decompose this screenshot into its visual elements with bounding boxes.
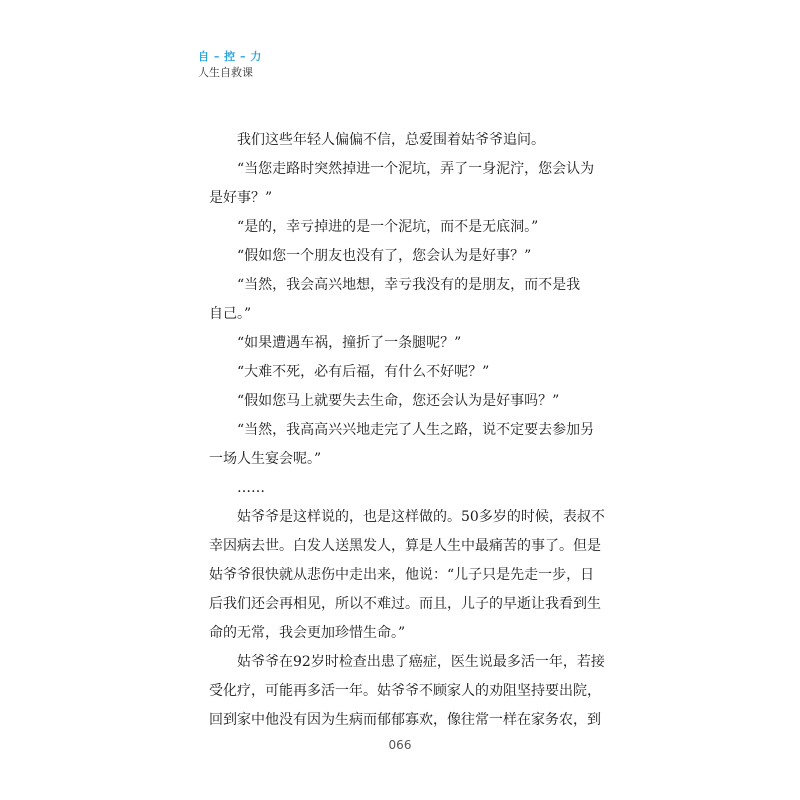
text-line: 受化疗，可能再多活一年。姑爷爷不顾家人的劝阻坚持要出院， [209,683,601,699]
paragraph [209,358,583,387]
book-series-title: 自 – 控 – 力 [198,50,262,63]
text-line: “是的，幸亏掉进的是一个泥坑，而不是无底洞。” [237,219,539,235]
paragraph [209,329,583,358]
paragraph [209,271,583,329]
text-line: “如果遭遇车祸，撞折了一条腿呢？” [237,335,462,351]
text-line: 姑爷爷在92岁时检查出患了癌症，医生说最多活一年，若接 [237,654,605,670]
paragraph [209,126,583,155]
text-line: …… [237,480,265,496]
paragraph [209,503,605,648]
paragraph [209,213,583,242]
text-line: 后我们还会再相见，所以不难过。而且，儿子的早逝让我看到生 [209,596,601,612]
paragraph [209,155,595,213]
text-line: 一场人生宴会呢。” [209,451,322,467]
page-body [209,126,605,735]
text-line: “当然，我高高兴兴地走完了人生之路，说不定要去参加另 [237,422,595,438]
text-line: “大难不死，必有后福，有什么不好呢？” [237,364,490,380]
paragraph [209,387,583,416]
text-line: “假如您一个朋友也没有了，您会认为是好事？” [237,248,532,264]
paragraph [209,242,583,271]
text-line: 幸因病去世。白发人送黑发人，算是人生中最痛苦的事了。但是 [209,538,601,554]
paragraph-ellipsis [209,474,583,503]
book-subtitle: 人生自救课 [198,66,253,79]
text-line: 回到家中他没有因为生病而郁郁寡欢，像往常一样在家务农，到 [209,712,601,728]
text-line: 自己。” [209,306,252,322]
running-header [198,50,262,81]
text-line: 是好事？” [209,190,273,206]
text-line: “当然，我会高兴地想，幸亏我没有的是朋友，而不是我 [237,277,581,293]
text-line: 命的无常，我会更加珍惜生命。” [209,625,406,641]
text-line: 我们这些年轻人偏偏不信，总爱围着姑爷爷追问。 [237,132,545,148]
text-line: 姑爷爷是这样说的，也是这样做的。50多岁的时候，表叔不 [237,509,605,525]
text-line: “当您走路时突然掉进一个泥坑，弄了一身泥泞，您会认为 [237,161,595,177]
paragraph [209,416,595,474]
text-line: “假如您马上就要失去生命，您还会认为是好事吗？” [237,393,560,409]
paragraph [209,648,605,735]
text-line: 姑爷爷很快就从悲伤中走出来，他说：“儿子只是先走一步，日 [209,567,595,583]
page-number: 066 [388,738,412,752]
